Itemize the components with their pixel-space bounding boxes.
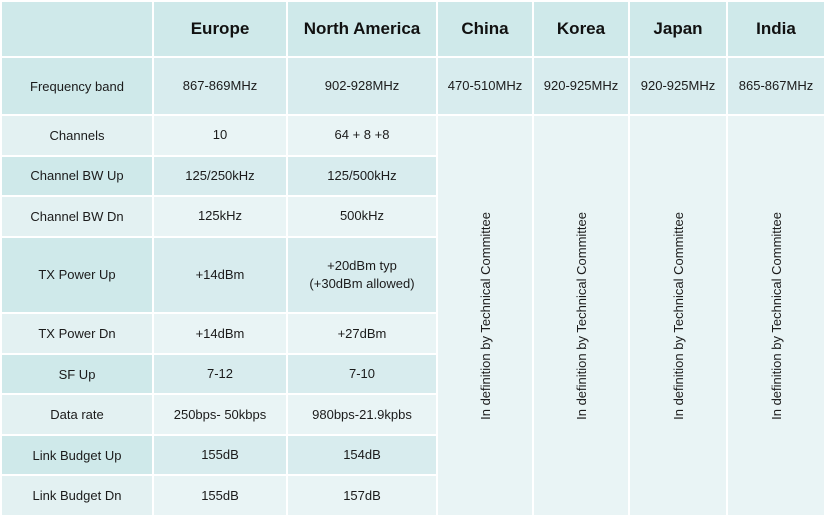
cell-tx-power-up-north-america [287,237,437,314]
cell-link-budget-up-europe: 155dB [153,435,287,476]
cell-link-budget-dn-north-america: 157dB [287,475,437,516]
cell-sf-up-europe: 7-12 [153,354,287,395]
merged-cell-china-note [437,115,533,516]
table-header-row [1,1,824,57]
table-row [1,57,824,115]
table-row [1,115,824,156]
cell-channels-north-america: 64 + 8 +8 [287,115,437,156]
merged-cell-india-note [727,115,824,516]
row-label-channel-bw-dn: Channel BW Dn [1,196,153,237]
column-header-india: India [727,1,824,57]
cell-tx-power-up-north-america-main: +20dBm typ [327,258,397,274]
cell-data-rate-europe: 250bps- 50kbps [153,394,287,435]
cell-channels-europe: 10 [153,115,287,156]
cell-frequency-band-china: 470-510MHz [437,57,533,115]
merged-note-india: In definition by Technical Committee [768,211,784,420]
column-header-korea: Korea [533,1,629,57]
merged-cell-japan-note [629,115,727,516]
row-label-frequency-band: Frequency band [1,57,153,115]
column-header-china: China [437,1,533,57]
cell-tx-power-up-north-america-sub: (+30dBm allowed) [309,275,415,291]
cell-frequency-band-japan: 920-925MHz [629,57,727,115]
row-label-sf-up: SF Up [1,354,153,395]
row-label-tx-power-up: TX Power Up [1,237,153,314]
merged-note-japan: In definition by Technical Committee [670,211,686,420]
cell-frequency-band-north-america: 902-928MHz [287,57,437,115]
merged-note-china: In definition by Technical Committee [477,211,493,420]
cell-frequency-band-india: 865-867MHz [727,57,824,115]
cell-channel-bw-dn-europe: 125kHz [153,196,287,237]
cell-frequency-band-europe: 867-869MHz [153,57,287,115]
row-label-channels: Channels [1,115,153,156]
cell-sf-up-north-america: 7-10 [287,354,437,395]
column-header-north-america: North America [287,1,437,57]
cell-channel-bw-dn-north-america: 500kHz [287,196,437,237]
cell-data-rate-north-america: 980bps-21.9kpbs [287,394,437,435]
row-label-channel-bw-up: Channel BW Up [1,156,153,197]
row-label-link-budget-up: Link Budget Up [1,435,153,476]
cell-frequency-band-korea: 920-925MHz [533,57,629,115]
cell-channel-bw-up-europe: 125/250kHz [153,156,287,197]
row-label-link-budget-dn: Link Budget Dn [1,475,153,516]
cell-link-budget-dn-europe: 155dB [153,475,287,516]
row-label-data-rate: Data rate [1,394,153,435]
column-header-japan: Japan [629,1,727,57]
cell-link-budget-up-north-america: 154dB [287,435,437,476]
merged-cell-korea-note [533,115,629,516]
cell-tx-power-dn-north-america: +27dBm [287,313,437,354]
row-label-tx-power-dn: TX Power Dn [1,313,153,354]
table-corner-cell [1,1,153,57]
cell-tx-power-up-europe: +14dBm [153,237,287,314]
column-header-europe: Europe [153,1,287,57]
cell-channel-bw-up-north-america: 125/500kHz [287,156,437,197]
merged-note-korea: In definition by Technical Committee [573,211,589,420]
cell-tx-power-dn-europe: +14dBm [153,313,287,354]
